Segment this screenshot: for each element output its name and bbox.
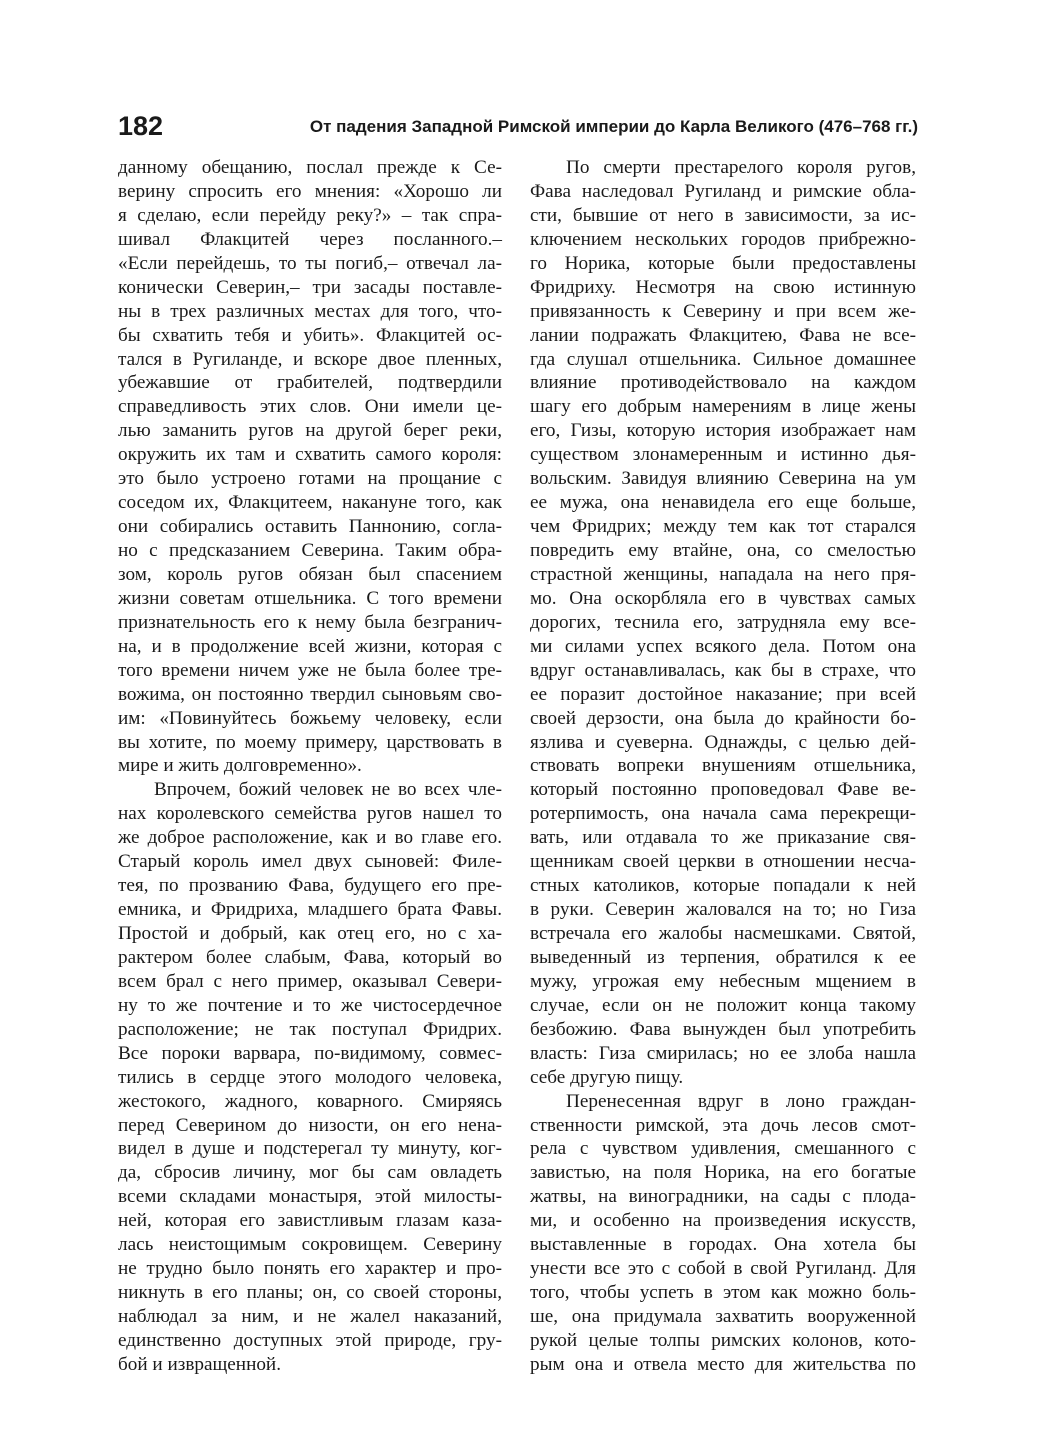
text-line: бы схватить тебя и убить». Флакцитей ос-: [118, 324, 502, 346]
text-line: страстной женщины, нападала на него пря-: [530, 563, 916, 585]
text-line: нах королевского семейства ругов нашел то: [118, 803, 502, 825]
text-line: конически Северин,– три засады поставле-: [118, 276, 502, 298]
text-line: рукой целые толпы римских колонов, кото-: [530, 1329, 916, 1351]
text-line: справедливость этих слов. Они имели це-: [118, 396, 502, 418]
text-line: тался в Ругиланде, и вскоре двое пленных,: [118, 348, 502, 370]
text-line: не трудно было понять его характер и про-: [118, 1258, 502, 1280]
text-line: всем брал с него пример, оказывал Севери-: [118, 970, 502, 992]
running-title: От падения Западной Римской империи до Карла Великого (476–768 гг.): [309, 117, 918, 136]
text-line: данному обещанию, послал прежде к Се-: [118, 157, 502, 178]
text-line: вы хотите, по моему примеру, царствовать в: [118, 731, 502, 753]
text-line: рым она и отвела место для жительства по: [530, 1353, 916, 1375]
text-line: ее поразит достойное наказание; при всей: [530, 683, 916, 705]
text-line: расположение; не так поступал Фридрих.: [118, 1018, 502, 1040]
text-line: вать, или отдавала то же приказание свя-: [530, 827, 916, 849]
text-line: его, Гизы, которую история изображает нам: [530, 420, 916, 442]
text-line: вольским. Завидуя влиянию Северина на ум: [530, 468, 916, 490]
text-line: тились в сердце этого молодого человека,: [118, 1066, 502, 1088]
text-line: власть: Гиза смирилась; но ее злоба нашла: [530, 1042, 916, 1064]
text-line: тея, по прозванию Фава, будущего его пре-: [118, 875, 502, 897]
text-line: перед Северином до низости, он его нена-: [118, 1114, 502, 1136]
text-line: ствовать вопреки внушениям отшельника,: [530, 755, 916, 777]
text-line: вдруг останавливалась, как бы в страхе, что: [530, 659, 916, 681]
text-line: шагу его добрым намерениям в лице жены: [530, 396, 916, 418]
text-line: который постоянно проповедовал Фаве ве-: [530, 779, 916, 801]
text-line: язлива и суеверна. Однажды, с целью дей-: [530, 731, 916, 753]
text-line: ну то же почтение и то же чистосердечное: [118, 994, 502, 1016]
text-line: жатвы, на виноградники, на сады с плода-: [530, 1186, 916, 1208]
text-line: рактером более слабым, Фава, который во: [118, 946, 502, 968]
text-line: признательность его к нему была безгранич-: [118, 611, 502, 633]
text-line: бой и извращенной.: [118, 1353, 281, 1375]
text-line: вожима, он постоянно твердил сыновьям сво-: [118, 683, 502, 705]
text-line: окружить их там и схватить самого короля:: [118, 444, 502, 466]
text-line: того времени ничем уже не была более тре-: [118, 659, 502, 681]
text-line: сти, бывшие от него в зависимости, за ис-: [530, 204, 916, 226]
text-line: Старый король имел двух сыновей: Филе-: [118, 851, 502, 873]
text-line: Простой и добрый, как отец его, но с ха-: [118, 923, 502, 944]
text-line: ее мужа, она ненавидела его еще больше,: [530, 492, 916, 514]
text-line: в руки. Северин жаловался на то; но Гиза: [530, 899, 916, 921]
text-line: мужу, угрожая ему небесным мщением в: [530, 970, 916, 992]
text-line: да, сбросив личину, мог бы сам овладеть: [118, 1162, 502, 1184]
text-line: По смерти престарелого короля ругов,: [566, 157, 916, 178]
text-line: го Норика, которые были предоставлены: [530, 252, 916, 274]
text-line: унести все это с собой в свой Ругиланд. Для: [530, 1258, 916, 1280]
text-line: ключением нескольких городов прибрежно-: [530, 228, 916, 250]
text-line: дорогих, теснила его, затрудняла ему все-: [530, 611, 916, 633]
text-line: видел в душе и подстерегал ту минуту, ког-: [118, 1138, 502, 1160]
text-line: жизни советам отшельника. С того времени: [118, 587, 502, 609]
text-line: мире и жить долговременно».: [118, 755, 362, 777]
text-line: безбожию. Фава вынужден был употребить: [530, 1018, 916, 1040]
text-line: случае, если он не положит конца такому: [530, 994, 916, 1016]
text-line: Фридриху. Несмотря на свою истинную: [530, 276, 916, 298]
text-line: щенникам своей церкви в отношении несча-: [530, 851, 916, 873]
text-line: влияние противодействовало на каждом: [530, 372, 916, 394]
text-line: они собирались оставить Паннонию, согла-: [118, 516, 502, 538]
text-line: ми силами успех всякого дела. Потом она: [530, 635, 916, 657]
text-line: наблюдал за ним, и не жалел наказаний,: [118, 1306, 502, 1327]
text-line: емника, и Фридриха, младшего брата Фавы.: [118, 899, 502, 921]
text-line: ротерпимость, она начала сама перекрещи-: [530, 803, 916, 825]
text-line: рела с чувством удивления, смешанного с: [530, 1138, 916, 1160]
text-line: того, чтобы успеть в этом как можно боль-: [530, 1282, 916, 1304]
text-line: Все пороки варвара, по-видимому, совмес-: [118, 1042, 502, 1064]
text-line: жестокого, жадного, коварного. Смиряясь: [118, 1090, 502, 1112]
text-line: встречала его жалобы насмешками. Святой,: [530, 923, 916, 944]
text-line: гда слушал отшельника. Сильное домашнее: [530, 348, 916, 370]
text-line: им: «Повинуйтесь божьему человеку, если: [118, 707, 502, 729]
text-line: выведенный из терпения, обратился к ее: [530, 946, 916, 968]
page-number: 182: [118, 111, 164, 141]
text-line: выставленные в городах. Она хотела бы: [530, 1234, 916, 1256]
text-line: убежавшие от грабителей, подтвердили: [118, 372, 502, 394]
text-line: зом, король ругов обязан был спасением: [118, 563, 502, 585]
text-line: но с предсказанием Северина. Таким обра-: [118, 540, 502, 561]
text-line: завистью, на поля Норика, на его богатые: [530, 1162, 916, 1184]
text-line: себе другую пищу.: [530, 1066, 684, 1088]
text-line: верину спросить его мнения: «Хорошо ли: [118, 180, 502, 202]
text-line: на, и в продолжение всей жизни, которая с: [118, 635, 502, 657]
right-column: [530, 156, 916, 1377]
text-line: никнуть в его планы; он, со своей стороны,: [118, 1282, 502, 1304]
left-column: [118, 156, 502, 1377]
text-line: же доброе расположение, как и во главе его.: [118, 827, 502, 849]
text-line: Перенесенная вдруг в лоно граждан-: [566, 1090, 916, 1112]
text-line: ны в трех различных местах для того, что-: [118, 300, 502, 322]
text-line: ственности римской, эта дочь лесов смот-: [530, 1114, 916, 1136]
text-line: своей дерзости, она была до крайности бо-: [530, 707, 916, 729]
text-line: лью заманить ругов на другой берег реки,: [118, 420, 502, 442]
text-line: ше, она придумала захватить вооруженной: [530, 1306, 916, 1327]
text-line: повредить ему втайне, она, со смелостью: [530, 540, 916, 561]
text-line: мо. Она оскорбляла его в чувствах самых: [530, 587, 916, 609]
text-line: единственно доступных этой природе, гру-: [118, 1329, 502, 1351]
text-line: Впрочем, божий человек не во всех чле-: [154, 779, 502, 801]
text-line: шивал Флакцитей через посланного.–: [118, 228, 502, 250]
text-line: это было устроено готами на прощание с: [118, 468, 502, 490]
text-line: ней, которая его завистливым глазам каза-: [118, 1210, 502, 1232]
text-line: стных католиков, которые попадали к ней: [530, 875, 916, 897]
text-line: привязанность к Северину и при всем же-: [530, 300, 916, 322]
text-line: я сделаю, если перейду реку?» – так спра-: [118, 204, 502, 226]
text-line: всеми складами монастыря, этой милосты-: [118, 1186, 502, 1208]
text-line: Фава наследовал Ругиланд и римские обла-: [530, 180, 916, 202]
text-line: соседом их, Флакцитеем, накануне того, как: [118, 492, 502, 514]
text-line: ми, и особенно на произведения искусств,: [530, 1210, 916, 1232]
text-line: «Если перейдешь, то ты погиб,– отвечал ла-: [118, 252, 502, 274]
text-line: лась неистощимым сокровищем. Северину: [118, 1234, 502, 1256]
page-header: [118, 110, 918, 146]
text-line: существом злонамеренным и истинно дья-: [530, 444, 916, 466]
text-line: чем Фридрих; между тем как тот старался: [530, 516, 916, 538]
text-line: лании подражать Флакцитею, Фава не все-: [530, 324, 916, 346]
